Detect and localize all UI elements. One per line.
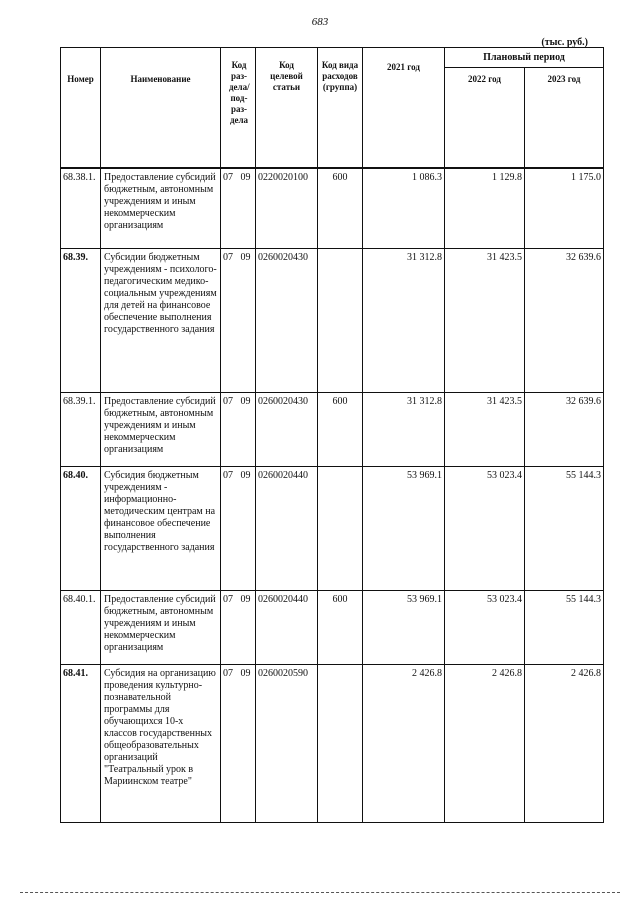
row-name: Предоставление субсидий бюджетным, автономным учреждениям и иным некоммерческим организациям — [101, 169, 221, 249]
row-number: 68.40.1. — [61, 591, 101, 665]
row-subsection: 09 — [239, 249, 256, 393]
row-value-2021: 53 969.1 — [363, 591, 445, 665]
page-bottom-rule — [20, 892, 620, 893]
table-row — [61, 393, 604, 467]
header-year-2022: 2022 год — [445, 68, 525, 168]
row-value-2021: 31 312.8 — [363, 249, 445, 393]
header-expense-kind: Код вида расходов (группа) — [318, 48, 363, 168]
row-expense-kind: 600 — [318, 169, 363, 249]
row-value-2022: 1 129.8 — [445, 169, 525, 249]
header-planned-period: Плановый период — [445, 48, 604, 68]
row-value-2021: 1 086.3 — [363, 169, 445, 249]
row-value-2022: 31 423.5 — [445, 249, 525, 393]
row-value-2023: 55 144.3 — [525, 591, 604, 665]
row-subsection: 09 — [239, 591, 256, 665]
row-section: 07 — [221, 393, 239, 467]
row-name: Предоставление субсидий бюджетным, автономным учреждениям и иным некоммерческим организациям — [101, 393, 221, 467]
row-subsection: 09 — [239, 169, 256, 249]
row-value-2021: 53 969.1 — [363, 467, 445, 591]
header-name: Наименование — [101, 48, 221, 168]
table-row — [61, 169, 604, 249]
row-section: 07 — [221, 169, 239, 249]
row-name: Субсидия бюджетным учреждениям - информационно-методическим центрам на финансовое обеспечение выполнения государственного задания — [101, 467, 221, 591]
row-expense-kind — [318, 467, 363, 591]
table-header — [61, 48, 604, 169]
row-subsection: 09 — [239, 665, 256, 823]
row-value-2022: 53 023.4 — [445, 591, 525, 665]
row-expense-kind — [318, 665, 363, 823]
row-value-2021: 2 426.8 — [363, 665, 445, 823]
row-name: Субсидии бюджетным учреждениям - психолого-педагогическим медико-социальным учреждениям для детей на финансовое обеспечение выполнения государственного задания — [101, 249, 221, 393]
row-value-2022: 2 426.8 — [445, 665, 525, 823]
row-expense-kind — [318, 249, 363, 393]
header-number: Номер — [61, 48, 101, 168]
row-section: 07 — [221, 467, 239, 591]
table-row — [61, 591, 604, 665]
header-target-code: Код целевой статьи — [256, 48, 318, 168]
row-value-2023: 2 426.8 — [525, 665, 604, 823]
budget-table — [60, 47, 604, 823]
row-number: 68.41. — [61, 665, 101, 823]
row-value-2023: 32 639.6 — [525, 393, 604, 467]
header-year-2023: 2023 год — [525, 68, 604, 168]
row-value-2023: 1 175.0 — [525, 169, 604, 249]
row-section: 07 — [221, 249, 239, 393]
row-number: 68.40. — [61, 467, 101, 591]
row-value-2023: 32 639.6 — [525, 249, 604, 393]
row-name: Предоставление субсидий бюджетным, автономным учреждениям и иным некоммерческим организациям — [101, 591, 221, 665]
row-expense-kind: 600 — [318, 591, 363, 665]
row-target-code: 0260020430 — [256, 393, 318, 467]
table-row — [61, 665, 604, 823]
row-target-code: 0260020590 — [256, 665, 318, 823]
row-number: 68.39. — [61, 249, 101, 393]
row-target-code: 0260020440 — [256, 591, 318, 665]
table-row — [61, 249, 604, 393]
row-expense-kind: 600 — [318, 393, 363, 467]
row-number: 68.38.1. — [61, 169, 101, 249]
page-number: 683 — [311, 16, 329, 28]
row-value-2022: 53 023.4 — [445, 467, 525, 591]
row-value-2021: 31 312.8 — [363, 393, 445, 467]
header-year-2021: 2021 год — [363, 48, 445, 168]
row-target-code: 0220020100 — [256, 169, 318, 249]
row-value-2023: 55 144.3 — [525, 467, 604, 591]
table-body — [61, 169, 604, 823]
row-subsection: 09 — [239, 393, 256, 467]
row-target-code: 0260020440 — [256, 467, 318, 591]
table-row — [61, 467, 604, 591]
header-section-code: Код раз-дела/ под-раз-дела — [221, 48, 256, 168]
row-section: 07 — [221, 665, 239, 823]
row-target-code: 0260020430 — [256, 249, 318, 393]
row-name: Субсидия на организацию проведения культурно-познавательной программы для обучающихся 10-х классов государственных общеобразовательных организаций "Театральный урок в Мариинском театре" — [101, 665, 221, 823]
row-section: 07 — [221, 591, 239, 665]
row-subsection: 09 — [239, 467, 256, 591]
row-value-2022: 31 423.5 — [445, 393, 525, 467]
units-label: (тыс. руб.) — [541, 37, 588, 48]
row-number: 68.39.1. — [61, 393, 101, 467]
